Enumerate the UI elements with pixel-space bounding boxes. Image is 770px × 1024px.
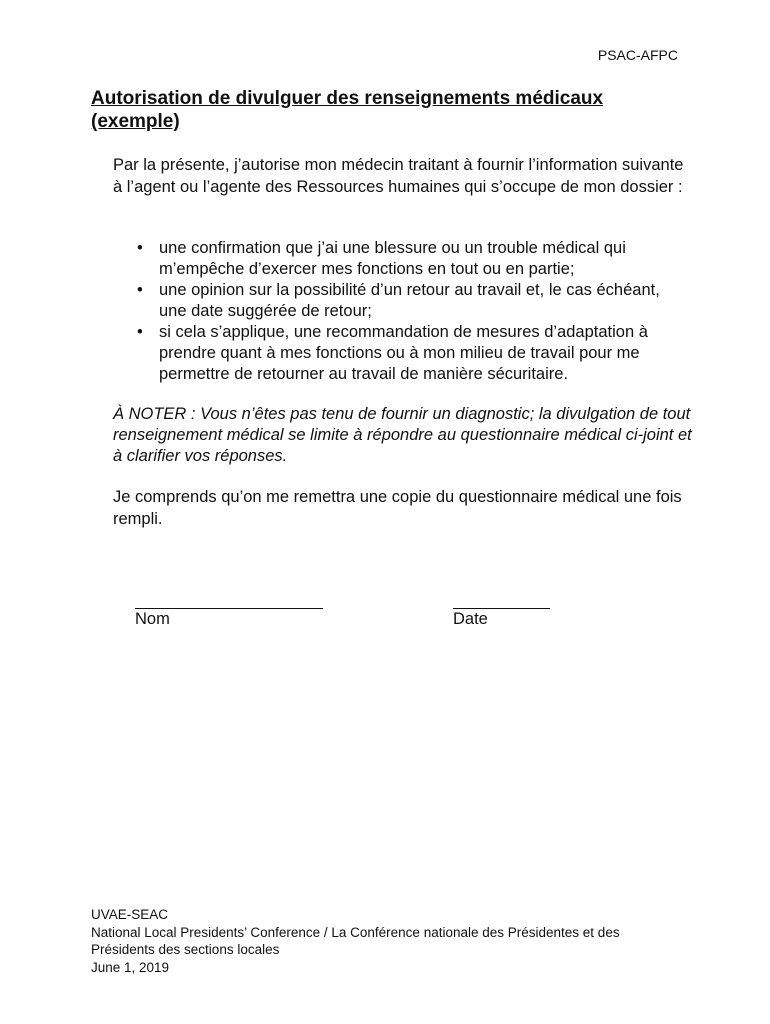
name-signature-line[interactable] <box>135 590 323 609</box>
name-signature-block <box>135 590 323 629</box>
intro-paragraph: Par la présente, j’autorise mon médecin traitant à fournir l’information suivante à l’agent ou l’agente des Ressources humaines qui s’occupe de mon dossier : <box>113 156 684 196</box>
name-label: Nom <box>135 610 170 628</box>
document-code: PSAC-AFPC <box>597 47 678 63</box>
copy-statement: Je comprends qu’on me remettra une copie du questionnaire médical une fois rempli. <box>113 488 682 528</box>
footer-date: June 1, 2019 <box>91 959 170 975</box>
footer <box>91 906 681 976</box>
date-signature-line[interactable] <box>453 590 550 609</box>
footer-conference: National Local Presidents’ Conference / La Conférence nationale des Présidentes et des Présidents des sections locales <box>91 924 620 957</box>
footer-organization: UVAE-SEAC <box>91 907 169 922</box>
authorization-list <box>113 238 688 385</box>
document-title: Autorisation de divulguer des renseignements médicaux (exemple) <box>91 88 604 132</box>
date-signature-block <box>453 590 550 629</box>
date-label: Date <box>453 610 488 628</box>
list-item: • une confirmation que j’ai une blessure ou un trouble médical qui m’empêche d’exercer mes fonctions en tout ou en partie; <box>113 238 688 280</box>
list-item: • si cela s’applique, une recommandation de mesures d’adaptation à prendre quant à mes fonctions ou à mon milieu de travail pour me permettre de retourner au travail de manière sécuritaire. <box>113 322 688 385</box>
list-item: • une opinion sur la possibilité d’un retour au travail et, le cas échéant, une date suggérée de retour; <box>113 280 688 322</box>
note-paragraph: À NOTER : Vous n’êtes pas tenu de fournir un diagnostic; la divulgation de tout renseignement médical se limite à répondre au questionnaire médical ci-joint et à clarifier vos réponses. <box>113 405 692 465</box>
